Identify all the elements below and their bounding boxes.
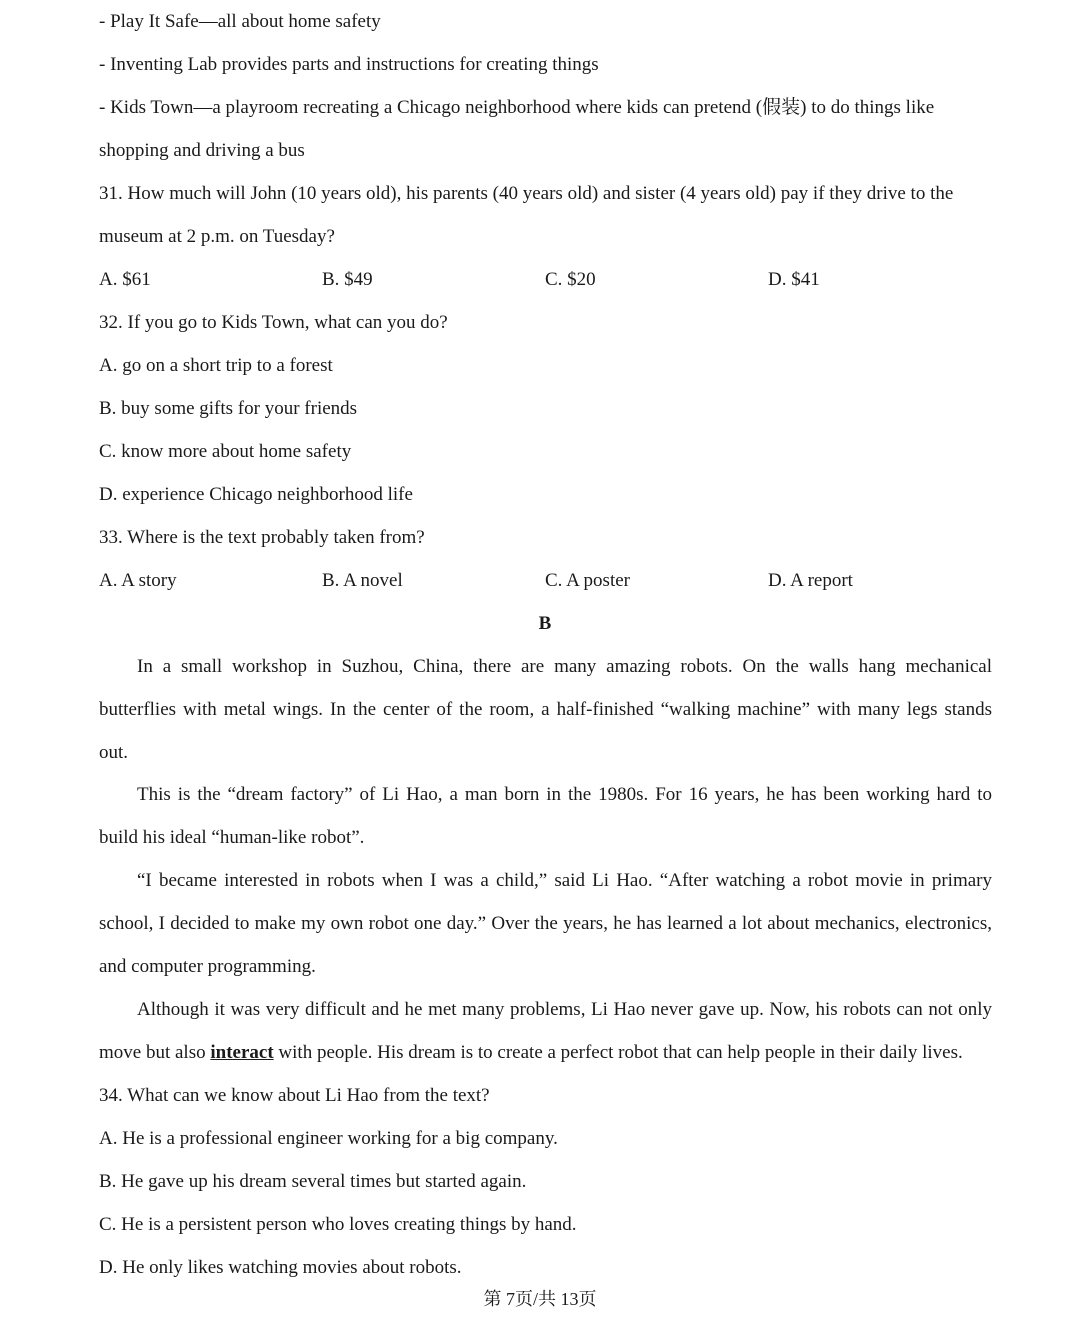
passage-p2-line2: build his ideal “human-like robot”. xyxy=(99,827,365,848)
activity-kids-town: - Kids Town—a playroom recreating a Chicago neighborhood where kids can pretend (假装) to do things like xyxy=(99,97,935,118)
q34-option-b: B. He gave up his dream several times but started again. xyxy=(99,1171,527,1192)
question-34-text: 34. What can we know about Li Hao from the text? xyxy=(99,1085,490,1106)
passage-p3-line1: “I became interested in robots when I was a child,” said Li Hao. “After watching a robot movie in primary xyxy=(137,870,992,891)
q31-option-a: A. $61 xyxy=(99,269,151,290)
q34-option-d: D. He only likes watching movies about robots. xyxy=(99,1257,462,1278)
section-heading: B xyxy=(538,613,552,634)
passage-p3-line2: school, I decided to make my own robot one day.” Over the years, he has learned a lot about mechanics, electronics, xyxy=(99,913,992,934)
question-31-text-continued: museum at 2 p.m. on Tuesday? xyxy=(99,226,335,247)
passage-p1-line1: In a small workshop in Suzhou, China, there are many amazing robots. On the walls hang mechanical xyxy=(137,656,992,677)
q31-option-d: D. $41 xyxy=(768,269,820,290)
q34-option-a: A. He is a professional engineer working for a big company. xyxy=(99,1128,558,1149)
page-number-footer: 第 7页/共 13页 xyxy=(483,1289,597,1309)
passage-p4-line2 xyxy=(99,1041,963,1065)
passage-p4-line1: Although it was very difficult and he met many problems, Li Hao never gave up. Now, his robots can not only xyxy=(137,999,992,1020)
activity-kids-town-continued: shopping and driving a bus xyxy=(99,140,305,161)
q32-option-c: C. know more about home safety xyxy=(99,441,352,462)
passage-p2-line1: This is the “dream factory” of Li Hao, a man born in the 1980s. For 16 years, he has been working hard to xyxy=(137,784,992,805)
activity-play-it-safe: - Play It Safe—all about home safety xyxy=(99,11,381,32)
q33-option-a: A. A story xyxy=(99,570,177,591)
question-31-text: 31. How much will John (10 years old), his parents (40 years old) and sister (4 years old) pay if they drive to the xyxy=(99,183,954,204)
q33-option-b: B. A novel xyxy=(322,570,403,591)
activity-inventing-lab: - Inventing Lab provides parts and instructions for creating things xyxy=(99,54,599,75)
passage-p4-text-after: with people. His dream is to create a perfect robot that can help people in their daily lives. xyxy=(273,1042,963,1063)
q32-option-a: A. go on a short trip to a forest xyxy=(99,355,333,376)
passage-p3-line3: and computer programming. xyxy=(99,956,316,977)
q31-option-b: B. $49 xyxy=(322,269,373,290)
passage-p1-line2: butterflies with metal wings. In the center of the room, a half-finished “walking machine” with many legs stands xyxy=(99,699,992,720)
keyword-interact: interact xyxy=(210,1042,274,1063)
q33-option-c: C. A poster xyxy=(545,570,630,591)
question-33-text: 33. Where is the text probably taken from? xyxy=(99,527,425,548)
passage-p4-text-before: move but also xyxy=(99,1042,211,1063)
question-32-text: 32. If you go to Kids Town, what can you do? xyxy=(99,312,448,333)
q31-option-c: C. $20 xyxy=(545,269,596,290)
q32-option-d: D. experience Chicago neighborhood life xyxy=(99,484,413,505)
q33-option-d: D. A report xyxy=(768,570,853,591)
q32-option-b: B. buy some gifts for your friends xyxy=(99,398,358,419)
passage-p1-line3: out. xyxy=(99,742,129,763)
q34-option-c: C. He is a persistent person who loves creating things by hand. xyxy=(99,1214,577,1235)
